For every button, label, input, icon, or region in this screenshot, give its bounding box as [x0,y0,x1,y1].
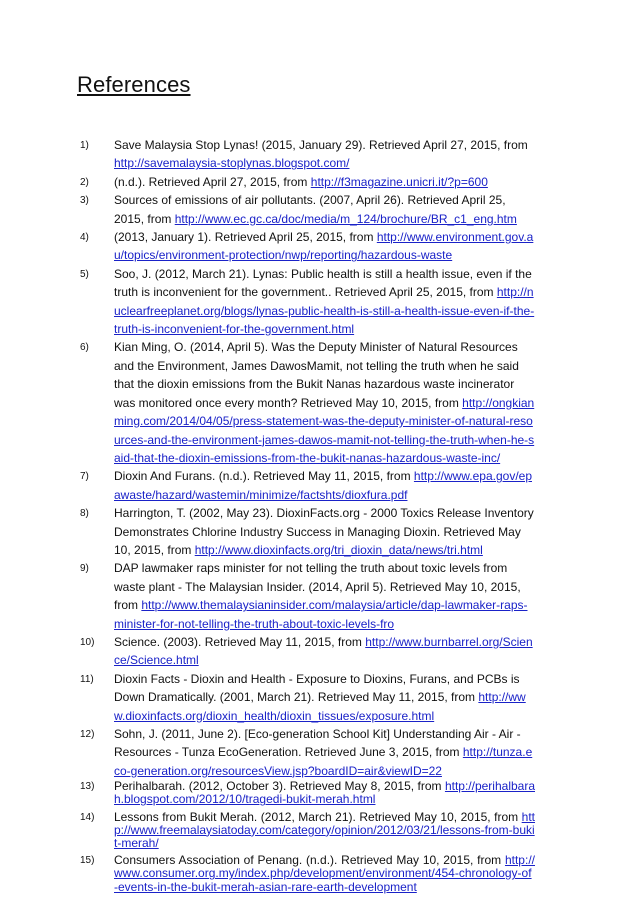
reference-number: 1) [80,140,89,151]
reference-item-2 [80,173,535,191]
reference-item-5 [80,265,535,339]
reference-item-13 [80,780,535,806]
reference-link[interactable]: http://www.ec.gc.ca/doc/media/m_124/brochure/BR_c1_eng.htm [174,211,517,226]
reference-link[interactable]: http://f3magazine.unicri.it/?p=600 [310,174,488,189]
reference-text: Save Malaysia Stop Lynas! (2015, January 29). Retrieved April 27, 2015, from [114,138,528,152]
reference-item-4 [80,228,535,265]
reference-item-12 [80,725,535,780]
reference-number: 2) [80,176,89,188]
reference-item-11 [80,670,535,725]
reference-link[interactable]: http://www.environment.gov.au/topics/environment-protection/nwp/reporting/hazardous-waste [114,230,534,263]
reference-text: (n.d.). Retrieved April 27, 2015, from [114,174,311,189]
page-title: References [77,72,191,97]
reference-link[interactable]: http://perihalbarah.blogspot.com/2012/10/tragedi-bukit-merah.html [114,779,535,807]
reference-link[interactable]: http://www.themalaysianinsider.com/malaysia/article/dap-lawmaker-raps-minister-for-not-telling-the-truth-about-toxic-levels-fro [114,598,528,631]
reference-link[interactable]: http://nuclearfreeplanet.org/blogs/lynas-public-health-is-still-a-health-issue-even-if-the-truth-is-inconvenient-for-the-government.html [114,285,535,337]
reference-link[interactable]: http://www.dioxinfacts.org/dioxin_health/dioxin_tissues/exposure.html [114,690,526,723]
reference-link[interactable]: http://www.epa.gov/epawaste/hazard/wastemin/minimize/factshts/dioxfura.pdf [114,469,532,502]
reference-number: 3) [80,195,89,207]
reference-item-10 [80,633,535,670]
reference-link[interactable]: http://savemalaysia-stoplynas.blogspot.com/ [114,156,350,171]
reference-item-9 [80,559,535,633]
reference-text: Sources of emissions of air pollutants. (2007, April 26). Retrieved April 25, 2015, from [114,193,506,226]
reference-number: 4) [80,232,89,244]
reference-link[interactable]: http://www.freemalaysiatoday.com/category/opinion/2012/03/21/lessons-from-bukit-merah/ [114,809,535,851]
reference-number: 14) [80,811,95,823]
reference-link[interactable]: http://www.consumer.org.my/index.php/development/environment/454-chronology-of-events-in-the-bukit-merah-asian-rare-earth-development [114,853,535,894]
reference-link[interactable]: http://www.dioxinfacts.org/tri_dioxin_data/news/tri.html [194,542,483,557]
reference-list [80,136,535,898]
reference-text: Lessons from Bukit Merah. (2012, March 21). Retrieved May 10, 2015, from [114,809,522,824]
reference-number: 11) [80,673,94,685]
reference-item-15 [80,854,535,894]
reference-text: Dioxin And Furans. (n.d.). Retrieved May 11, 2015, from [114,469,414,484]
reference-link[interactable]: http://ongkianming.com/2014/04/05/press-statement-was-the-deputy-minister-of-natural-resources-and-the-environment-james-dawos-mamit-not-telling-the-truth-when-he-said-that-the-dioxin-emissions-from-the-bukit-nanas-hazardous-waste-inc/ [114,395,535,465]
reference-number: 7) [80,471,89,483]
reference-number: 12) [80,729,95,740]
reference-text: Sohn, J. (2011, June 2). [Eco-generation School Kit] Understanding Air - Air - Resources - Tunza EcoGeneration. Retrieved June 3, 2015, from [114,727,521,760]
reference-item-1 [80,136,535,173]
reference-text: Science. (2003). Retrieved May 11, 2015, from [114,634,366,649]
reference-item-8 [80,504,535,559]
reference-item-3 [80,191,535,228]
reference-number: 13) [80,781,95,793]
reference-item-6 [80,338,535,467]
reference-text: Consumers Association of Penang. (n.d.). Retrieved May 10, 2015, from [114,853,505,868]
reference-text: Soo, J. (2012, March 21). Lynas: Public health is still a health issue, even if the truth is inconvenient for the government.. Retrieved April 25, 2015, from [114,266,532,300]
reference-number: 9) [80,563,89,575]
reference-number: 15) [80,855,95,867]
reference-text: DAP lawmaker raps minister for not telling the truth about toxic levels from waste plant - The Malaysian Insider. (2014, April 5). Retrieved May 10, 2015, from [114,561,521,613]
reference-text: Perihalbarah. (2012, October 3). Retrieved May 8, 2015, from [114,779,445,794]
reference-number: 10) [80,636,95,648]
reference-text: Kian Ming, O. (2014, April 5). Was the Deputy Minister of Natural Resources and the Environment, James DawosMamit, not telling the truth when he said that the dioxin emissions from the Bukit Nanas hazardous waste incinerator was monitored once every month? Retrieved May 10, 2015, from [114,340,519,410]
reference-link[interactable]: http://www.burnbarrel.org/Science/Science.html [114,634,533,668]
reference-number: 8) [80,508,89,520]
reference-number: 6) [80,342,89,354]
reference-text: Dioxin Facts - Dioxin and Health - Exposure to Dioxins, Furans, and PCBs is Down Dramatically. (2001, March 21). Retrieved May 11, 2015, from [114,671,520,705]
reference-text: Harrington, T. (2002, May 23). DioxinFacts.org - 2000 Toxics Release Inventory Demonstrates Chlorine Industry Success in Managing Dioxin. Retrieved May 10, 2015, from [114,506,534,557]
reference-item-14 [80,811,535,851]
reference-text: (2013, January 1). Retrieved April 25, 2015, from [114,230,377,245]
reference-item-7 [80,467,535,504]
reference-link[interactable]: http://tunza.eco-generation.org/resourcesView.jsp?boardID=air&viewID=22 [114,745,533,778]
reference-number: 5) [80,268,89,280]
